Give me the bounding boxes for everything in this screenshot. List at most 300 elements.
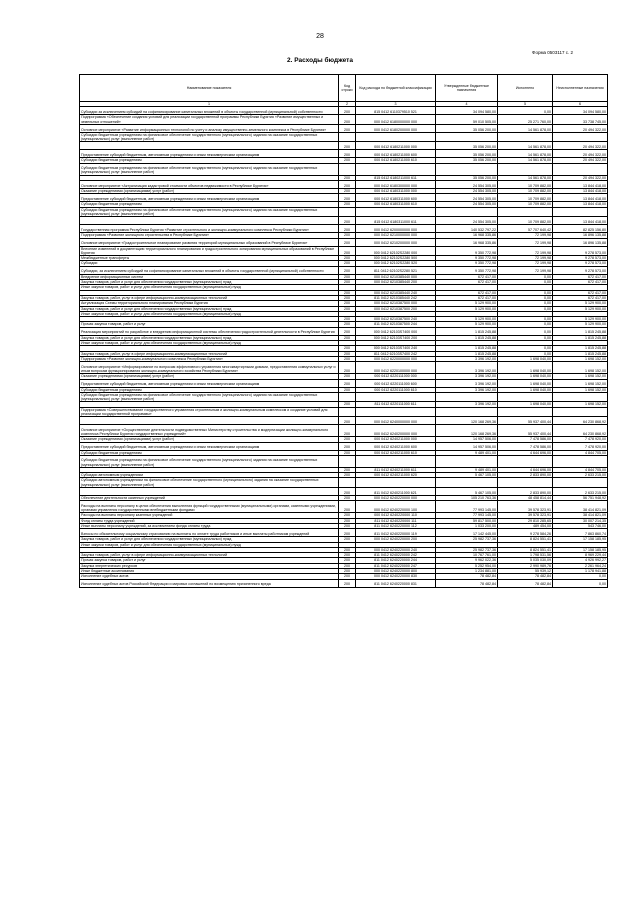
row-indicator-name: Подпрограмма «Совершенствование государственного управления строительным и жилищно-коммунальным комплексом и создание условий для реализации государственной программы» (80, 407, 339, 417)
row-remaining-amount: 543 746,00 (553, 523, 608, 528)
row-executed-amount (498, 478, 553, 488)
row-approved-amount (436, 163, 498, 175)
row-line-code: 200 (339, 301, 356, 306)
header-index: 5 (498, 102, 553, 107)
row-remaining-amount: 33 738 745,00 (553, 115, 608, 125)
form-code: Форма 0503117 с. 2 (532, 50, 573, 55)
row-indicator-name (80, 417, 339, 425)
table-row (80, 501, 608, 513)
row-approved-amount: 5 129 900,00 (436, 317, 498, 322)
row-line-code: 200 (339, 181, 356, 189)
row-expense-code: 000 0412 6240220000 000 (356, 496, 436, 501)
row-indicator-name (80, 217, 339, 225)
row-line-code (339, 163, 356, 175)
row-approved-amount: 9 350 772,98 (436, 261, 498, 266)
row-remaining-amount: 0,00 (553, 579, 608, 587)
row-approved-amount (436, 407, 498, 417)
row-indicator-name: Предоставление субсидий бюджетным, автономным учреждениям и иным некоммерческим организациям (80, 442, 339, 450)
row-line-code: 200 (339, 529, 356, 537)
row-remaining-amount: 30 007 214,35 (553, 518, 608, 523)
row-line-code: 200 (339, 473, 356, 478)
row-expense-code (356, 163, 436, 175)
row-indicator-name: Расходы на выплаты персоналу казенных учреждений (80, 513, 339, 518)
row-executed-amount: 72 199,98 (498, 233, 553, 238)
row-executed-amount: 489 454,00 (498, 523, 553, 528)
row-line-code: 200 (339, 124, 356, 132)
table-row (80, 189, 608, 194)
row-indicator-name: Субсидии, за исключением субсидий на софинансирование капитальных вложений в объекты государственной (муниципальной) собственности (80, 266, 339, 274)
row-indicator-name (80, 488, 339, 496)
row-remaining-amount: 4 844 705,00 (553, 467, 608, 472)
row-line-code: 200 (339, 537, 356, 542)
row-indicator-name: Субсидии бюджетным учреждениям (80, 450, 339, 455)
row-line-code: 200 (339, 335, 356, 340)
row-indicator-name: Закупка товаров, работ, услуг в сфере информационно-коммуникационных технологий (80, 553, 339, 558)
row-executed-amount: 29 810 285,65 (498, 518, 553, 523)
row-executed-amount: 10 709 882,00 (498, 194, 553, 202)
row-indicator-name: Субсидии бюджетным учреждениям (80, 202, 339, 207)
row-line-code: 200 (339, 558, 356, 563)
row-expense-code (356, 392, 436, 402)
row-approved-amount: 3 396 192,00 (436, 356, 498, 361)
table-row (80, 478, 608, 488)
row-indicator-name: Оказание учреждениями (организациями) услуг (работ) (80, 437, 339, 442)
row-expense-code: 000 0412 6180211000 000 (356, 142, 436, 150)
row-expense-code: 000 0412 6210387500 240 (356, 317, 436, 322)
table-row (80, 266, 608, 274)
row-executed-amount: 14 561 878,00 (498, 150, 553, 158)
row-expense-code: 811 0412 6220111000 611 (356, 402, 436, 407)
row-expense-code: 000 0412 6210385440 240 (356, 290, 436, 295)
row-line-code: 200 (339, 450, 356, 455)
row-approved-amount: 9 489 401,00 (436, 450, 498, 455)
row-line-code: 200 (339, 158, 356, 163)
row-line-code: 200 (339, 194, 356, 202)
header-executed: Исполнено (498, 75, 553, 102)
row-expense-code: 000 0412 6240220000 100 (356, 501, 436, 513)
row-indicator-name: Иные бюджетные ассигнования (80, 569, 339, 574)
row-approved-amount: 35 056 200,00 (436, 124, 498, 132)
row-line-code: 200 (339, 425, 356, 437)
row-approved-amount (436, 478, 498, 488)
row-executed-amount: 78 482,84 (498, 579, 553, 587)
row-approved-amount: 9 350 772,98 (436, 246, 498, 256)
row-line-code: 200 (339, 402, 356, 407)
row-remaining-amount: 13 844 418,00 (553, 194, 608, 202)
row-remaining-amount: 1 815 245,88 (553, 327, 608, 335)
row-approved-amount: 1 033 200,00 (436, 523, 498, 528)
row-expense-code: 811 0412 6240211000 621 (356, 488, 436, 496)
row-executed-amount: 1 798 531,56 (498, 553, 553, 558)
row-remaining-amount: 5 129 900,00 (553, 306, 608, 311)
row-approved-amount: 3 396 192,00 (436, 387, 498, 392)
row-approved-amount: 140 532 797,22 (436, 225, 498, 233)
row-line-code: 200 (339, 261, 356, 266)
row-approved-amount: 5 252 954,00 (436, 563, 498, 568)
row-indicator-name: Субсидии (80, 261, 339, 266)
row-line-code: 200 (339, 238, 356, 246)
row-remaining-amount: 20 494 322,00 (553, 124, 608, 132)
row-remaining-amount: 20 494 322,00 (553, 158, 608, 163)
row-line-code: 200 (339, 467, 356, 472)
row-approved-amount: 1 234 881,00 (436, 569, 498, 574)
row-remaining-amount: 5 129 900,00 (553, 301, 608, 306)
row-line-code: 200 (339, 374, 356, 379)
row-executed-amount: 39 578 323,91 (498, 513, 553, 518)
row-line-code: 200 (339, 107, 356, 115)
row-approved-amount: 24 554 305,00 (436, 202, 498, 207)
table-row (80, 207, 608, 217)
row-executed-amount: 78 482,84 (498, 574, 553, 579)
row-approved-amount: 105 210 763,36 (436, 496, 498, 501)
row-executed-amount: 14 561 878,00 (498, 124, 553, 132)
row-line-code (339, 207, 356, 217)
table-row (80, 107, 608, 115)
header-approved: Утвержденные бюджетные назначения (436, 75, 498, 102)
row-remaining-amount: 672 417,00 (553, 280, 608, 285)
row-expense-code: 000 0412 6240220000 110 (356, 513, 436, 518)
row-line-code: 200 (339, 518, 356, 523)
row-executed-amount: 7 478 586,00 (498, 437, 553, 442)
table-row (80, 379, 608, 387)
row-remaining-amount: 7 863 860,74 (553, 529, 608, 537)
row-expense-code: 811 0412 6240220000 112 (356, 523, 436, 528)
row-approved-amount: 24 554 305,00 (436, 181, 498, 189)
row-indicator-name: Предоставление субсидий бюджетным, автономным учреждениям и иным некоммерческим организациям (80, 150, 339, 158)
row-expense-code: 000 0412 6210200000 000 (356, 238, 436, 246)
row-indicator-name: Реализация мероприятий по разработке и внедрению информационной системы обеспечения градостроительной деятельности в Республике Бурятия (80, 327, 339, 335)
table-row (80, 132, 608, 142)
table-row (80, 238, 608, 246)
row-approved-amount: 3 396 192,00 (436, 402, 498, 407)
row-expense-code: 000 0412 6180300000 000 (356, 181, 436, 189)
row-executed-amount: 0,00 (498, 274, 553, 279)
row-remaining-amount: 16 896 135,88 (553, 238, 608, 246)
row-expense-code: 000 0412 62102S2280 000 (356, 246, 436, 256)
row-indicator-name: Закупка товаров, работ, услуг в сфере информационно-коммуникационных технологий (80, 295, 339, 300)
row-line-code: 200 (339, 217, 356, 225)
row-expense-code: 000 0412 6200000000 000 (356, 225, 436, 233)
row-executed-amount: 5 035 030,09 (498, 558, 553, 563)
table-row (80, 579, 608, 587)
section-title: 2. Расходы бюджета (287, 57, 353, 64)
row-approved-amount: 9 489 401,00 (436, 467, 498, 472)
row-executed-amount: 0,00 (498, 301, 553, 306)
table-row (80, 442, 608, 450)
row-indicator-name: Субсидии бюджетным учреждениям на финансовое обеспечение государственного (муниципального) задания на оказание государственных (муниципальных) услуг (выполнение работ) (80, 207, 339, 217)
row-line-code: 200 (339, 274, 356, 279)
row-line-code: 200 (339, 563, 356, 568)
row-approved-amount: 5 129 900,00 (436, 301, 498, 306)
row-expense-code: 000 0412 6210385440 000 (356, 274, 436, 279)
row-expense-code: 811 0412 62103S7400 242 (356, 351, 436, 356)
row-indicator-name: Субсидии бюджетным учреждениям на финансовое обеспечение государственного (муниципального) задания на оказание государственных (муниципальных) услуг (выполнение работ) (80, 455, 339, 467)
row-executed-amount (498, 207, 553, 217)
row-executed-amount: 2 833 890,00 (498, 488, 553, 496)
row-expense-code: 811 0412 6210387500 244 (356, 322, 436, 327)
row-expense-code: 000 0412 6180311000 600 (356, 194, 436, 202)
row-remaining-amount: 1 815 245,88 (553, 346, 608, 351)
row-executed-amount: 0,00 (498, 107, 553, 115)
row-expense-code: 000 0412 6210000000 000 (356, 233, 436, 238)
row-executed-amount: 0,00 (498, 322, 553, 327)
row-remaining-amount: 7 478 920,00 (553, 437, 608, 442)
row-line-code: 200 (339, 351, 356, 356)
row-approved-amount: 24 554 305,00 (436, 189, 498, 194)
table-row (80, 496, 608, 501)
row-expense-code: 815 0412 6180211000 611 (356, 175, 436, 180)
row-approved-amount: 34 094 580,00 (436, 107, 498, 115)
row-indicator-name: Субсидии бюджетным учреждениям на финансовое обеспечение государственного (муниципального) задания на оказание государственных (муниципальных) услуг (выполнение работ) (80, 392, 339, 402)
row-indicator-name: Субсидии автономным учреждениям (80, 473, 339, 478)
row-expense-code: 000 0412 6210387500 000 (356, 301, 436, 306)
row-executed-amount: 10 709 882,00 (498, 181, 553, 189)
row-expense-code: 811 0412 6240220000 242 (356, 553, 436, 558)
row-executed-amount: 72 199,98 (498, 238, 553, 246)
table-row (80, 407, 608, 417)
row-approved-amount: 77 993 145,00 (436, 513, 498, 518)
table-row (80, 513, 608, 518)
row-executed-amount: 8 824 551,41 (498, 537, 553, 542)
table-row (80, 246, 608, 256)
row-expense-code (356, 455, 436, 467)
row-indicator-name: Оказание учреждениями (организациями) услуг (работ) (80, 189, 339, 194)
row-remaining-amount: 9 278 573,00 (553, 266, 608, 274)
row-expense-code: 000 0412 6240211000 620 (356, 473, 436, 478)
row-indicator-name: Основное мероприятие «Информирование по вопросам эффективного управления многоквартирными домами, предоставления коммунальных услуг и иным вопросам функционирования жилищно-коммунального хозяйства Республики Бурятия» (80, 362, 339, 374)
row-approved-amount: 25 982 737,36 (436, 537, 498, 542)
row-executed-amount: 9 278 584,26 (498, 529, 553, 537)
row-executed-amount (498, 132, 553, 142)
row-remaining-amount: 5 129 900,00 (553, 322, 608, 327)
header-index: 4 (436, 102, 498, 107)
row-indicator-name: Основное мероприятие «Градостроительное планирование развития территорий муниципальных образований в Республике Бурятия» (80, 238, 339, 246)
row-remaining-amount: 672 417,00 (553, 295, 608, 300)
row-indicator-name: Субсидии бюджетным учреждениям (80, 158, 339, 163)
table-row (80, 425, 608, 437)
row-remaining-amount: 4 926 992,27 (553, 558, 608, 563)
row-line-code (339, 392, 356, 402)
row-indicator-name: Закупка товаров, работ и услуг для обеспечения государственных (муниципальных) нужд (80, 335, 339, 340)
row-line-code: 200 (339, 379, 356, 387)
row-indicator-name: Иные закупки товаров, работ и услуг для обеспечения государственных (муниципальных) нужд (80, 341, 339, 346)
row-executed-amount: 1 698 040,00 (498, 379, 553, 387)
row-executed-amount (498, 392, 553, 402)
row-remaining-amount: 672 417,00 (553, 290, 608, 295)
row-approved-amount: 672 417,00 (436, 290, 498, 295)
expenses-table (79, 74, 608, 588)
row-indicator-name: Межбюджетные трансферты (80, 256, 339, 261)
row-remaining-amount: 17 158 185,95 (553, 547, 608, 552)
row-approved-amount: 16 968 335,86 (436, 238, 498, 246)
row-indicator-name: Оказание учреждениями (организациями) услуг (работ) (80, 374, 339, 379)
row-indicator-name: Субсидии бюджетным учреждениям (80, 387, 339, 392)
row-approved-amount: 3 396 192,00 (436, 379, 498, 387)
row-executed-amount: 0,00 (498, 346, 553, 351)
row-approved-amount: 9 962 022,36 (436, 558, 498, 563)
row-expense-code: 000 0412 6220111000 600 (356, 379, 436, 387)
row-indicator-name: Основное мероприятие «Актуализация кадастровой стоимости объектов недвижимости в Республике Бурятия» (80, 181, 339, 189)
table-row (80, 225, 608, 233)
header-remaining: Неисполненные назначения (553, 75, 608, 102)
row-remaining-amount (553, 207, 608, 217)
row-remaining-amount (553, 163, 608, 175)
row-expense-code: 811 0412 6240220000 244 (356, 558, 436, 563)
row-remaining-amount: 2 633 215,00 (553, 473, 608, 478)
row-executed-amount: 72 199,98 (498, 246, 553, 256)
row-line-code (339, 407, 356, 417)
row-indicator-name: Иные закупки товаров, работ и услуг для обеспечения государственных (муниципальных) нужд (80, 285, 339, 290)
row-remaining-amount: 1 815 245,88 (553, 351, 608, 356)
row-remaining-amount: 13 844 418,00 (553, 189, 608, 194)
table-row (80, 327, 608, 335)
row-expense-code: 811 0412 6240220000 119 (356, 529, 436, 537)
row-approved-amount (436, 132, 498, 142)
row-expense-code: 811 0412 6210385440 242 (356, 295, 436, 300)
row-indicator-name: Подпрограмма «Обеспечение создания условий для реализации государственной программы Республики Бурятия «Развитие имущественных и земельных отношений» (80, 115, 339, 125)
row-remaining-amount: 20 494 322,00 (553, 175, 608, 180)
row-expense-code (356, 132, 436, 142)
row-expense-code: 000 0412 62102S2280 500 (356, 256, 436, 261)
row-remaining-amount: 9 278 573,00 (553, 256, 608, 261)
table-row (80, 392, 608, 402)
row-expense-code: 811 0412 6240211000 611 (356, 467, 436, 472)
row-remaining-amount: 13 844 418,00 (553, 181, 608, 189)
row-executed-amount: 48 458 814,44 (498, 496, 553, 501)
row-remaining-amount: 1 815 245,88 (553, 335, 608, 340)
row-expense-code (356, 407, 436, 417)
row-approved-amount: 14 957 506,00 (436, 437, 498, 442)
row-remaining-amount: 1 698 152,00 (553, 387, 608, 392)
row-approved-amount: 25 982 737,36 (436, 547, 498, 552)
row-line-code: 200 (339, 547, 356, 552)
row-indicator-name: Расходы на выплаты персоналу в целях обеспечения выполнения функций государственными (муниципальными) органами, казенными учреждениями, органами управления государственными внебюджетными фондами (80, 501, 339, 513)
row-line-code: 200 (339, 496, 356, 501)
row-approved-amount: 120 168 269,36 (436, 425, 498, 437)
row-approved-amount: 59 010 505,00 (436, 115, 498, 125)
row-approved-amount: 3 396 192,00 (436, 362, 498, 374)
row-expense-code: 000 0412 6220111000 000 (356, 374, 436, 379)
row-remaining-amount: 7 478 920,00 (553, 442, 608, 450)
row-indicator-name: Предоставление субсидий бюджетным, автономным учреждениям и иным некоммерческим организациям (80, 379, 339, 387)
row-executed-amount: 72 199,98 (498, 261, 553, 266)
row-executed-amount (498, 407, 553, 417)
row-approved-amount: 120 168 269,36 (436, 417, 498, 425)
row-executed-amount: 14 561 878,00 (498, 142, 553, 150)
row-approved-amount: 1 815 245,88 (436, 351, 498, 356)
row-remaining-amount: 13 844 418,00 (553, 217, 608, 225)
row-indicator-name: Основное мероприятие «Развитие информационных технологий по учету и анализу имущественно-земельного комплекса в Республике Бурятия» (80, 124, 339, 132)
row-executed-amount: 8 824 551,41 (498, 547, 553, 552)
row-expense-code: 000 0412 6210385440 200 (356, 280, 436, 285)
row-approved-amount: 78 482,84 (436, 574, 498, 579)
row-approved-amount: 5 467 105,00 (436, 473, 498, 478)
row-approved-amount: 9 350 772,98 (436, 256, 498, 261)
row-expense-code: 000 0412 6240220000 200 (356, 537, 436, 542)
row-executed-amount: 55 937 400,44 (498, 425, 553, 437)
row-line-code (339, 478, 356, 488)
row-executed-amount: 1 698 040,00 (498, 374, 553, 379)
row-executed-amount: 0,00 (498, 317, 553, 322)
row-approved-amount: 35 056 200,00 (436, 158, 498, 163)
row-approved-amount: 672 417,00 (436, 295, 498, 300)
row-executed-amount (498, 455, 553, 467)
row-expense-code: 000 0412 62103S7400 240 (356, 346, 436, 351)
row-expense-code: 000 0412 6240200000 000 (356, 425, 436, 437)
table-row (80, 194, 608, 202)
row-executed-amount: 0,00 (498, 280, 553, 285)
row-approved-amount: 77 993 145,00 (436, 501, 498, 513)
row-indicator-name: Исполнение судебных актов Российской Федерации и мировых соглашений по возмещению причиненного вреда (80, 579, 339, 587)
row-executed-amount: 25 271 760,00 (498, 115, 553, 125)
row-approved-amount: 24 554 305,00 (436, 194, 498, 202)
row-expense-code: 000 0412 6180311000 000 (356, 189, 436, 194)
row-line-code: 200 (339, 290, 356, 295)
row-executed-amount: 4 644 696,00 (498, 450, 553, 455)
table-row (80, 115, 608, 125)
row-indicator-name: Иные закупки товаров, работ и услуг для обеспечения государственных (муниципальных) нужд (80, 542, 339, 547)
row-line-code: 200 (339, 150, 356, 158)
row-remaining-amount (553, 392, 608, 402)
row-expense-code: 000 0412 6180311000 610 (356, 202, 436, 207)
row-line-code: 200 (339, 523, 356, 528)
row-remaining-amount: 2 633 215,00 (553, 488, 608, 496)
row-remaining-amount: 2 261 964,24 (553, 563, 608, 568)
header-row (80, 75, 608, 102)
row-executed-amount: 0,00 (498, 327, 553, 335)
row-approved-amount: 1 815 245,88 (436, 335, 498, 340)
row-remaining-amount: 64 230 868,92 (553, 417, 608, 425)
row-approved-amount: 10 767 761,00 (436, 553, 498, 558)
header-line-code: Код строки (339, 75, 356, 102)
row-line-code: 200 (339, 115, 356, 125)
row-line-code: 200 (339, 317, 356, 322)
table-row (80, 142, 608, 150)
row-indicator-name: Обеспечение деятельности казенных учреждений (80, 496, 339, 501)
row-line-code (339, 132, 356, 142)
row-approved-amount: 1 815 245,88 (436, 327, 498, 335)
row-executed-amount: 39 578 323,91 (498, 501, 553, 513)
row-remaining-amount: 4 844 705,00 (553, 450, 608, 455)
row-line-code: 200 (339, 327, 356, 335)
row-remaining-amount: 1 698 152,00 (553, 362, 608, 374)
table-body (80, 107, 608, 587)
row-executed-amount: 2 833 890,00 (498, 473, 553, 478)
row-remaining-amount: 16 896 135,88 (553, 233, 608, 238)
row-expense-code: 000 0412 6240211000 000 (356, 437, 436, 442)
row-expense-code: 000 0412 6180211000 610 (356, 158, 436, 163)
row-remaining-amount: 5 129 900,00 (553, 317, 608, 322)
row-line-code: 200 (339, 225, 356, 233)
row-line-code: 200 (339, 346, 356, 351)
table-row (80, 124, 608, 132)
row-line-code: 200 (339, 306, 356, 311)
row-executed-amount: 4 644 696,00 (498, 467, 553, 472)
row-line-code: 200 (339, 280, 356, 285)
row-remaining-amount (553, 478, 608, 488)
row-approved-amount (436, 455, 498, 467)
row-remaining-amount: 1 698 152,00 (553, 379, 608, 387)
row-approved-amount: 78 482,84 (436, 579, 498, 587)
row-approved-amount: 35 056 200,00 (436, 150, 498, 158)
row-executed-amount: 14 561 878,00 (498, 175, 553, 180)
row-indicator-name: Подпрограмма «Развитие жилищно-коммунального комплекса Республики Бурятия» (80, 356, 339, 361)
row-indicator-name: Подпрограмма «Развитие жилищного строительства в Республике Бурятия» (80, 233, 339, 238)
row-approved-amount: 16 968 335,86 (436, 233, 498, 238)
row-expense-code: 000 0412 6240211000 600 (356, 442, 436, 450)
row-line-code: 200 (339, 202, 356, 207)
row-remaining-amount: 38 414 821,09 (553, 501, 608, 513)
